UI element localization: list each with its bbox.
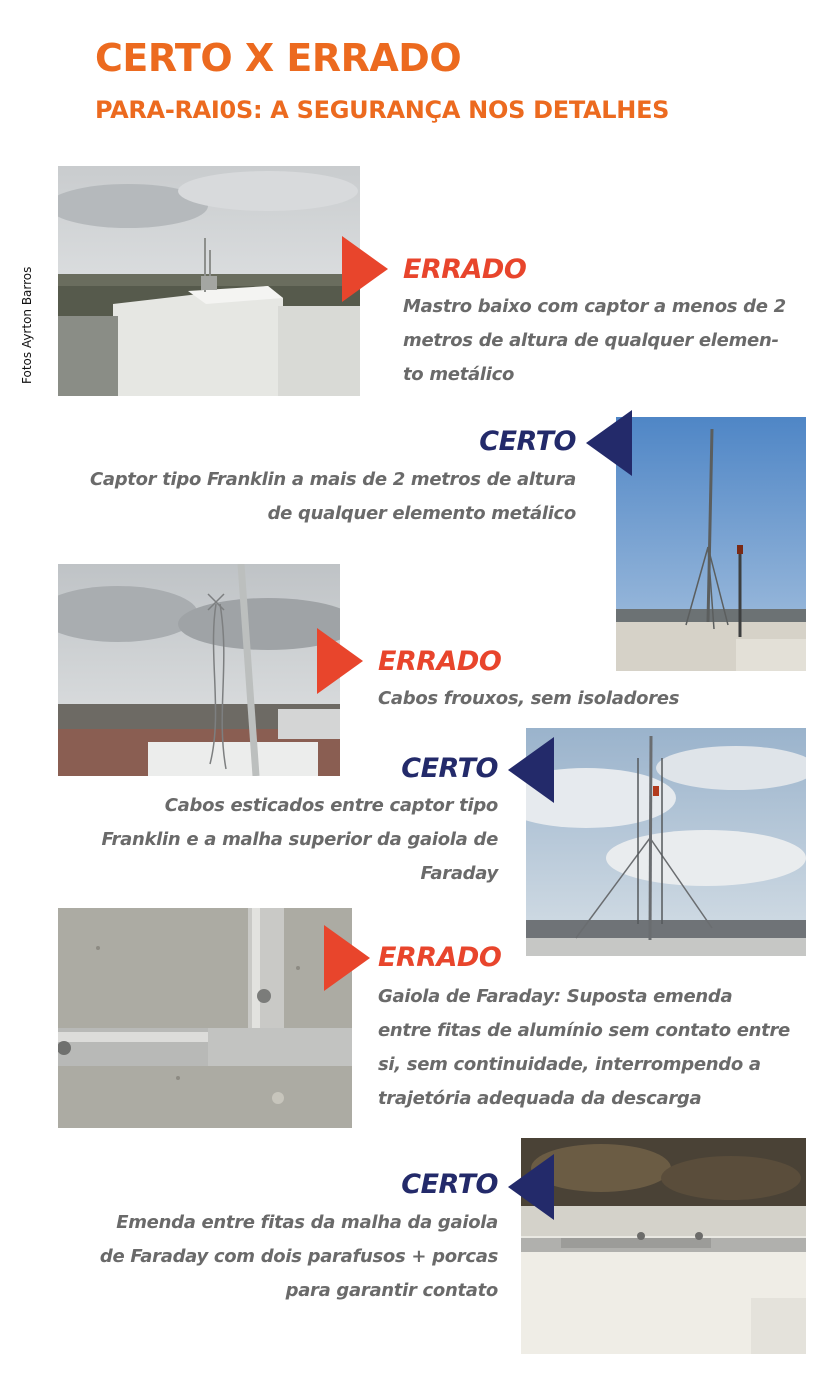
wrong-arrow-icon <box>342 236 388 302</box>
item-description: Cabos frouxos, sem isoladores <box>378 688 680 709</box>
verdict-label: CERTO <box>401 1169 498 1200</box>
verdict-label: CERTO <box>479 426 576 457</box>
page-title: CERTO X ERRADO <box>95 36 462 80</box>
photo-franklin-captor <box>616 417 806 671</box>
wrong-arrow-icon <box>324 925 370 991</box>
correct-arrow-icon <box>586 410 632 476</box>
item-description: Mastro baixo com captor a menos de 2 metros de altura de qualquer elemen- to metálico <box>403 296 786 385</box>
photo-loose-cables <box>58 564 340 776</box>
verdict-label: CERTO <box>401 753 498 784</box>
photo-credit: Fotos Ayrton Barros <box>20 266 34 384</box>
verdict-label: ERRADO <box>378 942 502 973</box>
verdict-label: ERRADO <box>378 646 502 677</box>
wrong-arrow-icon <box>317 628 363 694</box>
item-description: Emenda entre fitas da malha da gaiola de Faraday com dois parafusos + porcas para garantir contato <box>99 1212 498 1301</box>
item-description: Gaiola de Faraday: Suposta emenda entre fitas de alumínio sem contato entre si, sem continuidade, interrompendo a trajetória adequada da descarga <box>378 986 790 1109</box>
correct-arrow-icon <box>508 1154 554 1220</box>
photo-tight-cables <box>526 728 806 956</box>
verdict-label: ERRADO <box>403 254 527 285</box>
item-description: Captor tipo Franklin a mais de 2 metros de altura de qualquer elemento metálico <box>89 469 576 524</box>
correct-arrow-icon <box>508 737 554 803</box>
photo-low-mast <box>58 166 360 396</box>
photo-bolted-strip-splice <box>521 1138 806 1354</box>
page-subtitle: PARA-RAI0S: A SEGURANÇA NOS DETALHES <box>95 96 670 124</box>
item-description: Cabos esticados entre captor tipo Franklin e a malha superior da gaiola de Faraday <box>101 795 498 884</box>
photo-aluminum-strip-gap <box>58 908 352 1128</box>
